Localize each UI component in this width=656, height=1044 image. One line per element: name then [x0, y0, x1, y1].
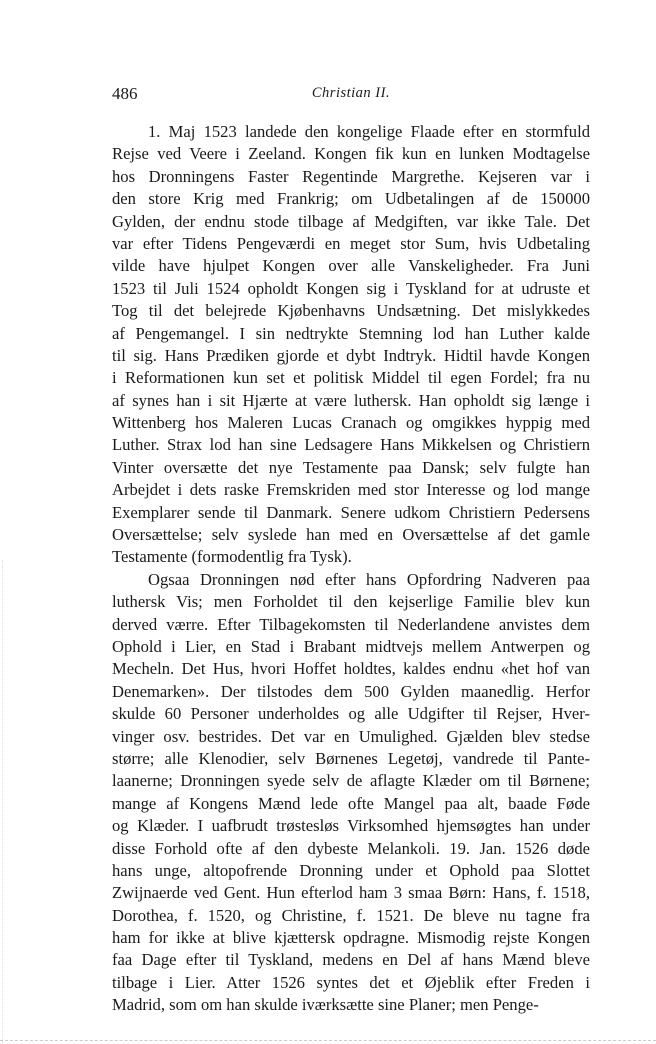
text-line: ham for ikke at blive kjættersk opdragne. Mismodig rejste Kongen	[112, 928, 590, 948]
text-line: Denemarken». Der tilstodes dem 500 Gylden maanedlig. Herfor	[112, 681, 590, 701]
text-line: i Reformationen kun set et politisk Middel til egen Fordel; fra nu	[112, 368, 590, 388]
text-line: laanerne; Dronningen syede selv de aflagte Klæder om til Børnene;	[112, 771, 590, 791]
text-line: Oversættelse; selv syslede han med en Oversættelse af det gamle	[112, 525, 590, 545]
text-line: af Pengemangel. I sin nedtrykte Stemning lod han Luther kalde	[112, 323, 590, 343]
text-line: hans unge, altopofrende Dronning under et Ophold paa Slottet	[112, 860, 590, 880]
text-line: Luther. Strax lod han sine Ledsagere Hans Mikkelsen og Christiern	[112, 435, 590, 455]
text-line: vinger osv. bestrides. Det var en Umulighed. Gjælden blev stedse	[112, 726, 590, 746]
text-line: Mecheln. Det Hus, hvori Hoffet holdtes, kaldes endnu «het hof van	[112, 659, 590, 679]
text-line: Rejse ved Veere i Zeeland. Kongen fik kun en lunken Modtagelse	[112, 144, 590, 164]
text-line: Madrid, som om han skulde iværksætte sine Planer; men Penge-	[112, 995, 539, 1015]
text-line: Arbejdet i dets raske Fremskriden med stor Interesse og lod mange	[112, 480, 590, 500]
text-line: til sig. Hans Prædiken gjorde et dybt Indtryk. Hidtil havde Kongen	[112, 345, 590, 365]
paragraph	[112, 121, 590, 569]
text-line: skulde 60 Personer underholdes og alle Udgifter til Rejser, Hver-	[112, 704, 590, 724]
text-line: Dorothea, f. 1520, og Christine, f. 1521. De bleve nu tagne fra	[112, 905, 590, 925]
text-line: Tog til det belejrede Kjøbenhavns Undsætning. Det mislykkedes	[112, 301, 590, 321]
page-number: 486	[112, 84, 138, 103]
text-line: Testamente (formodentlig fra Tysk).	[112, 547, 352, 567]
text-line: Vinter oversætte det nye Testamente paa Dansk; selv fulgte han	[112, 457, 590, 477]
paragraph	[112, 569, 590, 1017]
text-line: 1523 til Juli 1524 opholdt Kongen sig i Tyskland for at udruste et	[112, 278, 590, 298]
text-line: tilbage i Lier. Atter 1526 syntes det et Øjeblik efter Freden i	[112, 972, 590, 992]
running-head: Christian II.	[311, 85, 391, 101]
text-line: større; alle Klenodier, selv Børnenes Legetøj, vandrede til Pante-	[112, 748, 590, 768]
text-line: luthersk Vis; men Forholdet til den kejserlige Familie blev kun	[112, 592, 590, 612]
left-edge-rule	[2, 560, 3, 1044]
page-body	[112, 121, 590, 1017]
text-line: Ogsaa Dronningen nød efter hans Opfordring Nadveren paa	[148, 569, 590, 589]
text-line: Wittenberg hos Maleren Lucas Cranach og omgikkes hyppig med	[112, 413, 590, 433]
text-line: den store Krig med Frankrig; om Udbetalingen af de 150000	[112, 189, 590, 209]
text-line: af synes han i sit Hjærte at være luthersk. Han opholdt sig længe i	[112, 390, 590, 410]
text-line: disse Forhold ofte af den dybeste Melankoli. 19. Jan. 1526 døde	[112, 838, 590, 858]
text-line: 1. Maj 1523 landede den kongelige Flaade efter en stormfuld	[148, 122, 590, 141]
text-line: derved værre. Efter Tilbagekomsten til Nederlandene anvistes dem	[112, 614, 590, 634]
page-header	[112, 84, 590, 106]
text-line: Gylden, der endnu stode tilbage af Medgiften, var ikke Tale. Det	[112, 211, 590, 231]
text-line: mange af Kongens Mænd lede ofte Mangel paa alt, baade Føde	[112, 793, 590, 813]
text-line: Exemplarer sende til Danmark. Senere udkom Christiern Pedersens	[112, 502, 590, 522]
text-line: Ophold i Lier, en Stad i Brabant midtvejs mellem Antwerpen og	[112, 636, 590, 656]
text-line: Zwijnaerde ved Gent. Hun efterlod ham 3 smaa Børn: Hans, f. 1518,	[112, 883, 590, 903]
text-line: faa Dage efter til Tyskland, medens en Del af hans Mænd bleve	[112, 950, 590, 970]
text-line: og Klæder. I uafbrudt trøstesløs Virksomhed hjemsøgtes han under	[112, 816, 590, 836]
text-line: vilde have hjulpet Kongen over alle Vanskeligheder. Fra Juni	[112, 256, 590, 276]
text-line: hos Dronningens Faster Regentinde Margrethe. Kejseren var i	[112, 166, 590, 186]
bottom-edge-rule	[0, 1040, 656, 1041]
text-line: var efter Tidens Pengeværdi en meget stor Sum, hvis Udbetaling	[112, 233, 590, 253]
